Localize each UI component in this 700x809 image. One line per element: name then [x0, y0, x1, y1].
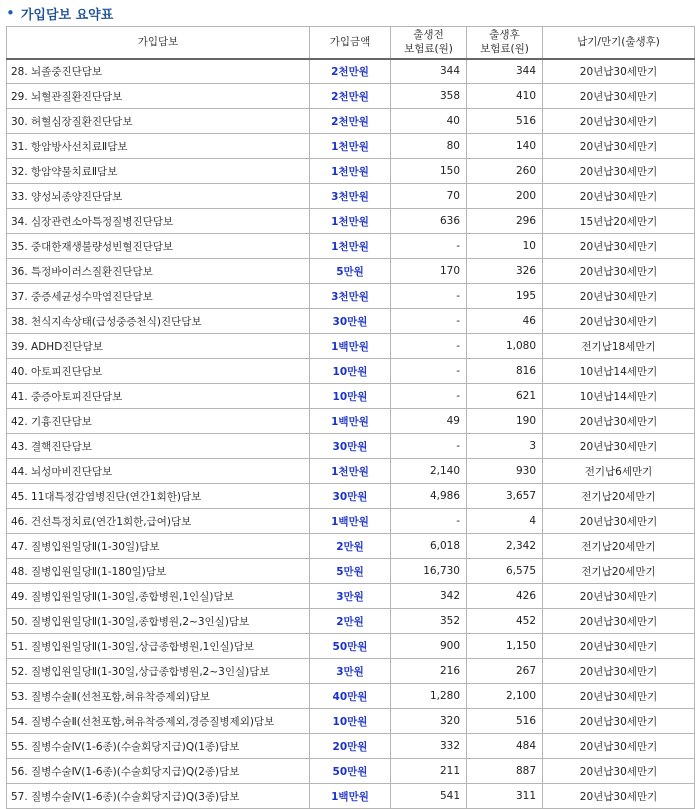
- premium-before-cell: 16,730: [391, 559, 467, 584]
- term-cell: 20년납30세만기: [543, 109, 695, 134]
- term-cell: 20년납30세만기: [543, 184, 695, 209]
- amount-cell: 2천만원: [310, 109, 391, 134]
- term-cell: 20년납30세만기: [543, 609, 695, 634]
- term-cell: 전기납20세만기: [543, 559, 695, 584]
- term-cell: 20년납30세만기: [543, 634, 695, 659]
- table-row: [7, 259, 695, 284]
- premium-before-cell: 541: [391, 784, 467, 809]
- term-cell: 20년납30세만기: [543, 784, 695, 809]
- term-cell: 20년납30세만기: [543, 134, 695, 159]
- table-row: [7, 684, 695, 709]
- table-row: [7, 309, 695, 334]
- term-cell: 20년납30세만기: [543, 759, 695, 784]
- coverage-name-cell: 33. 양성뇌종양진단담보: [7, 184, 310, 209]
- term-cell: 전기납18세만기: [543, 334, 695, 359]
- coverage-name-cell: 51. 질병입원일당Ⅱ(1-30일,상급종합병원,1인실)담보: [7, 634, 310, 659]
- amount-cell: 5만원: [310, 559, 391, 584]
- premium-before-cell: -: [391, 434, 467, 459]
- premium-before-cell: 6,018: [391, 534, 467, 559]
- term-cell: 20년납30세만기: [543, 709, 695, 734]
- table-row: [7, 459, 695, 484]
- amount-cell: 2만원: [310, 609, 391, 634]
- premium-after-cell: 452: [467, 609, 543, 634]
- premium-before-cell: 150: [391, 159, 467, 184]
- premium-after-cell: 516: [467, 709, 543, 734]
- coverage-name-cell: 48. 질병입원일당Ⅱ(1-180일)담보: [7, 559, 310, 584]
- premium-before-cell: 2,140: [391, 459, 467, 484]
- premium-before-cell: -: [391, 234, 467, 259]
- term-cell: 20년납30세만기: [543, 159, 695, 184]
- premium-after-cell: 190: [467, 409, 543, 434]
- premium-before-cell: 1,280: [391, 684, 467, 709]
- premium-after-cell: 2,342: [467, 534, 543, 559]
- amount-cell: 1천만원: [310, 234, 391, 259]
- premium-after-cell: 140: [467, 134, 543, 159]
- table-row: [7, 584, 695, 609]
- premium-after-cell: 816: [467, 359, 543, 384]
- premium-after-cell: 195: [467, 284, 543, 309]
- coverage-name-cell: 45. 11대특정감염병진단(연간1회한)담보: [7, 484, 310, 509]
- premium-after-cell: 930: [467, 459, 543, 484]
- premium-before-cell: 636: [391, 209, 467, 234]
- coverage-name-cell: 55. 질병수술Ⅳ(1-6종)(수술회당지급)Q(1종)담보: [7, 734, 310, 759]
- premium-after-cell: 46: [467, 309, 543, 334]
- premium-before-cell: 4,986: [391, 484, 467, 509]
- coverage-name-cell: 34. 심장관련소아특정질병진단담보: [7, 209, 310, 234]
- premium-after-cell: 1,080: [467, 334, 543, 359]
- term-cell: 10년납14세만기: [543, 359, 695, 384]
- coverage-name-cell: 30. 허혈심장질환진단담보: [7, 109, 310, 134]
- premium-before-cell: 320: [391, 709, 467, 734]
- amount-cell: 1천만원: [310, 459, 391, 484]
- term-cell: 20년납30세만기: [543, 734, 695, 759]
- coverage-name-cell: 54. 질병수술Ⅱ(선천포함,혀유착증제외,경증질병제외)담보: [7, 709, 310, 734]
- bullet-icon: •: [6, 3, 15, 22]
- term-cell: 20년납30세만기: [543, 259, 695, 284]
- header-premium-after: [467, 27, 543, 59]
- amount-cell: 2천만원: [310, 59, 391, 84]
- amount-cell: 1천만원: [310, 209, 391, 234]
- term-cell: 20년납30세만기: [543, 434, 695, 459]
- table-row: [7, 159, 695, 184]
- term-cell: 20년납30세만기: [543, 59, 695, 84]
- premium-before-cell: -: [391, 334, 467, 359]
- premium-before-cell: -: [391, 384, 467, 409]
- term-cell: 20년납30세만기: [543, 409, 695, 434]
- table-row: [7, 659, 695, 684]
- coverage-name-cell: 46. 건선특정치료(연간1회한,급여)담보: [7, 509, 310, 534]
- header-coverage: 가입담보: [7, 27, 310, 59]
- amount-cell: 1백만원: [310, 409, 391, 434]
- amount-cell: 1천만원: [310, 159, 391, 184]
- table-header-row: [7, 27, 695, 59]
- premium-after-cell: 4: [467, 509, 543, 534]
- table-row: [7, 284, 695, 309]
- header-term: 납기/만기(출생후): [543, 27, 695, 59]
- coverage-name-cell: 43. 결핵진단담보: [7, 434, 310, 459]
- coverage-name-cell: 44. 뇌성마비진단담보: [7, 459, 310, 484]
- premium-before-cell: 211: [391, 759, 467, 784]
- term-cell: 20년납30세만기: [543, 284, 695, 309]
- coverage-table: [6, 26, 695, 809]
- table-row: [7, 609, 695, 634]
- premium-after-cell: 426: [467, 584, 543, 609]
- amount-cell: 5만원: [310, 259, 391, 284]
- premium-after-cell: 621: [467, 384, 543, 409]
- section-title: 가입담보 요약표: [20, 7, 114, 23]
- section-header: [0, 0, 700, 26]
- header-amount: 가입금액: [310, 27, 391, 59]
- coverage-name-cell: 36. 특정바이러스질환진단담보: [7, 259, 310, 284]
- coverage-name-cell: 57. 질병수술Ⅳ(1-6종)(수술회당지급)Q(3종)담보: [7, 784, 310, 809]
- term-cell: 20년납30세만기: [543, 509, 695, 534]
- premium-after-cell: 326: [467, 259, 543, 284]
- table-row: [7, 534, 695, 559]
- table-row: [7, 784, 695, 809]
- premium-before-cell: 344: [391, 59, 467, 84]
- premium-after-cell: 260: [467, 159, 543, 184]
- premium-before-cell: 900: [391, 634, 467, 659]
- table-row: [7, 384, 695, 409]
- amount-cell: 3천만원: [310, 284, 391, 309]
- amount-cell: 40만원: [310, 684, 391, 709]
- amount-cell: 30만원: [310, 484, 391, 509]
- table-row: [7, 709, 695, 734]
- premium-before-cell: -: [391, 509, 467, 534]
- premium-after-cell: 296: [467, 209, 543, 234]
- amount-cell: 2만원: [310, 534, 391, 559]
- premium-before-cell: -: [391, 359, 467, 384]
- term-cell: 전기납20세만기: [543, 484, 695, 509]
- premium-after-cell: 3,657: [467, 484, 543, 509]
- coverage-name-cell: 42. 기흉진단담보: [7, 409, 310, 434]
- premium-before-cell: -: [391, 309, 467, 334]
- premium-before-cell: 352: [391, 609, 467, 634]
- coverage-name-cell: 37. 중증세균성수막염진단담보: [7, 284, 310, 309]
- amount-cell: 2천만원: [310, 84, 391, 109]
- table-row: [7, 434, 695, 459]
- coverage-name-cell: 56. 질병수술Ⅳ(1-6종)(수술회당지급)Q(2종)담보: [7, 759, 310, 784]
- premium-before-cell: 332: [391, 734, 467, 759]
- premium-before-cell: 80: [391, 134, 467, 159]
- table-row: [7, 734, 695, 759]
- term-cell: 20년납30세만기: [543, 234, 695, 259]
- table-row: [7, 234, 695, 259]
- table-row: [7, 84, 695, 109]
- premium-after-cell: 3: [467, 434, 543, 459]
- amount-cell: 3만원: [310, 584, 391, 609]
- amount-cell: 30만원: [310, 434, 391, 459]
- premium-before-cell: 49: [391, 409, 467, 434]
- term-cell: 20년납30세만기: [543, 684, 695, 709]
- table-row: [7, 484, 695, 509]
- premium-after-cell: 311: [467, 784, 543, 809]
- amount-cell: 3만원: [310, 659, 391, 684]
- coverage-name-cell: 35. 중대한재생불량성빈혈진단담보: [7, 234, 310, 259]
- term-cell: 20년납30세만기: [543, 584, 695, 609]
- premium-before-cell: 358: [391, 84, 467, 109]
- premium-before-cell: -: [391, 284, 467, 309]
- coverage-name-cell: 28. 뇌졸중진단담보: [7, 59, 310, 84]
- amount-cell: 1백만원: [310, 784, 391, 809]
- coverage-name-cell: 50. 질병입원일당Ⅱ(1-30일,종합병원,2~3인실)담보: [7, 609, 310, 634]
- table-row: [7, 109, 695, 134]
- header-premium-before: [391, 27, 467, 59]
- table-row: [7, 559, 695, 584]
- table-row: [7, 209, 695, 234]
- premium-before-cell: 216: [391, 659, 467, 684]
- amount-cell: 10만원: [310, 384, 391, 409]
- term-cell: 전기납6세만기: [543, 459, 695, 484]
- premium-after-cell: 484: [467, 734, 543, 759]
- table-row: [7, 59, 695, 84]
- coverage-name-cell: 47. 질병입원일당Ⅱ(1-30일)담보: [7, 534, 310, 559]
- term-cell: 20년납30세만기: [543, 84, 695, 109]
- table-row: [7, 409, 695, 434]
- amount-cell: 10만원: [310, 709, 391, 734]
- term-cell: 전기납20세만기: [543, 534, 695, 559]
- header-premium-before-line2: 보험료(원): [404, 43, 453, 56]
- premium-before-cell: 70: [391, 184, 467, 209]
- term-cell: 10년납14세만기: [543, 384, 695, 409]
- table-row: [7, 759, 695, 784]
- amount-cell: 20만원: [310, 734, 391, 759]
- header-premium-before-line1: 출생전: [413, 29, 444, 42]
- premium-after-cell: 200: [467, 184, 543, 209]
- premium-after-cell: 410: [467, 84, 543, 109]
- table-row: [7, 359, 695, 384]
- amount-cell: 1백만원: [310, 509, 391, 534]
- coverage-name-cell: 41. 중증아토피진단담보: [7, 384, 310, 409]
- term-cell: 20년납30세만기: [543, 309, 695, 334]
- premium-after-cell: 2,100: [467, 684, 543, 709]
- coverage-name-cell: 52. 질병입원일당Ⅱ(1-30일,상급종합병원,2~3인실)담보: [7, 659, 310, 684]
- table-row: [7, 184, 695, 209]
- amount-cell: 50만원: [310, 634, 391, 659]
- premium-after-cell: 10: [467, 234, 543, 259]
- coverage-name-cell: 39. ADHD진단담보: [7, 334, 310, 359]
- premium-before-cell: 342: [391, 584, 467, 609]
- header-premium-after-line2: 보험료(원): [480, 43, 529, 56]
- premium-after-cell: 344: [467, 59, 543, 84]
- table-row: [7, 634, 695, 659]
- term-cell: 20년납30세만기: [543, 659, 695, 684]
- amount-cell: 50만원: [310, 759, 391, 784]
- coverage-name-cell: 49. 질병입원일당Ⅱ(1-30일,종합병원,1인실)담보: [7, 584, 310, 609]
- premium-after-cell: 6,575: [467, 559, 543, 584]
- term-cell: 15년납20세만기: [543, 209, 695, 234]
- coverage-name-cell: 40. 아토피진단담보: [7, 359, 310, 384]
- coverage-name-cell: 53. 질병수술Ⅱ(선천포함,혀유착증제외)담보: [7, 684, 310, 709]
- premium-after-cell: 516: [467, 109, 543, 134]
- table-row: [7, 134, 695, 159]
- premium-after-cell: 1,150: [467, 634, 543, 659]
- table-row: [7, 509, 695, 534]
- amount-cell: 3천만원: [310, 184, 391, 209]
- amount-cell: 1천만원: [310, 134, 391, 159]
- table-row: [7, 334, 695, 359]
- amount-cell: 10만원: [310, 359, 391, 384]
- premium-after-cell: 267: [467, 659, 543, 684]
- amount-cell: 30만원: [310, 309, 391, 334]
- premium-before-cell: 40: [391, 109, 467, 134]
- coverage-name-cell: 38. 천식지속상태(급성중증천식)진단담보: [7, 309, 310, 334]
- coverage-name-cell: 32. 항암약물치료Ⅱ담보: [7, 159, 310, 184]
- coverage-name-cell: 29. 뇌혈관질환진단담보: [7, 84, 310, 109]
- header-premium-after-line1: 출생후: [489, 29, 520, 42]
- coverage-name-cell: 31. 항암방사선치료Ⅱ담보: [7, 134, 310, 159]
- amount-cell: 1백만원: [310, 334, 391, 359]
- premium-after-cell: 887: [467, 759, 543, 784]
- premium-before-cell: 170: [391, 259, 467, 284]
